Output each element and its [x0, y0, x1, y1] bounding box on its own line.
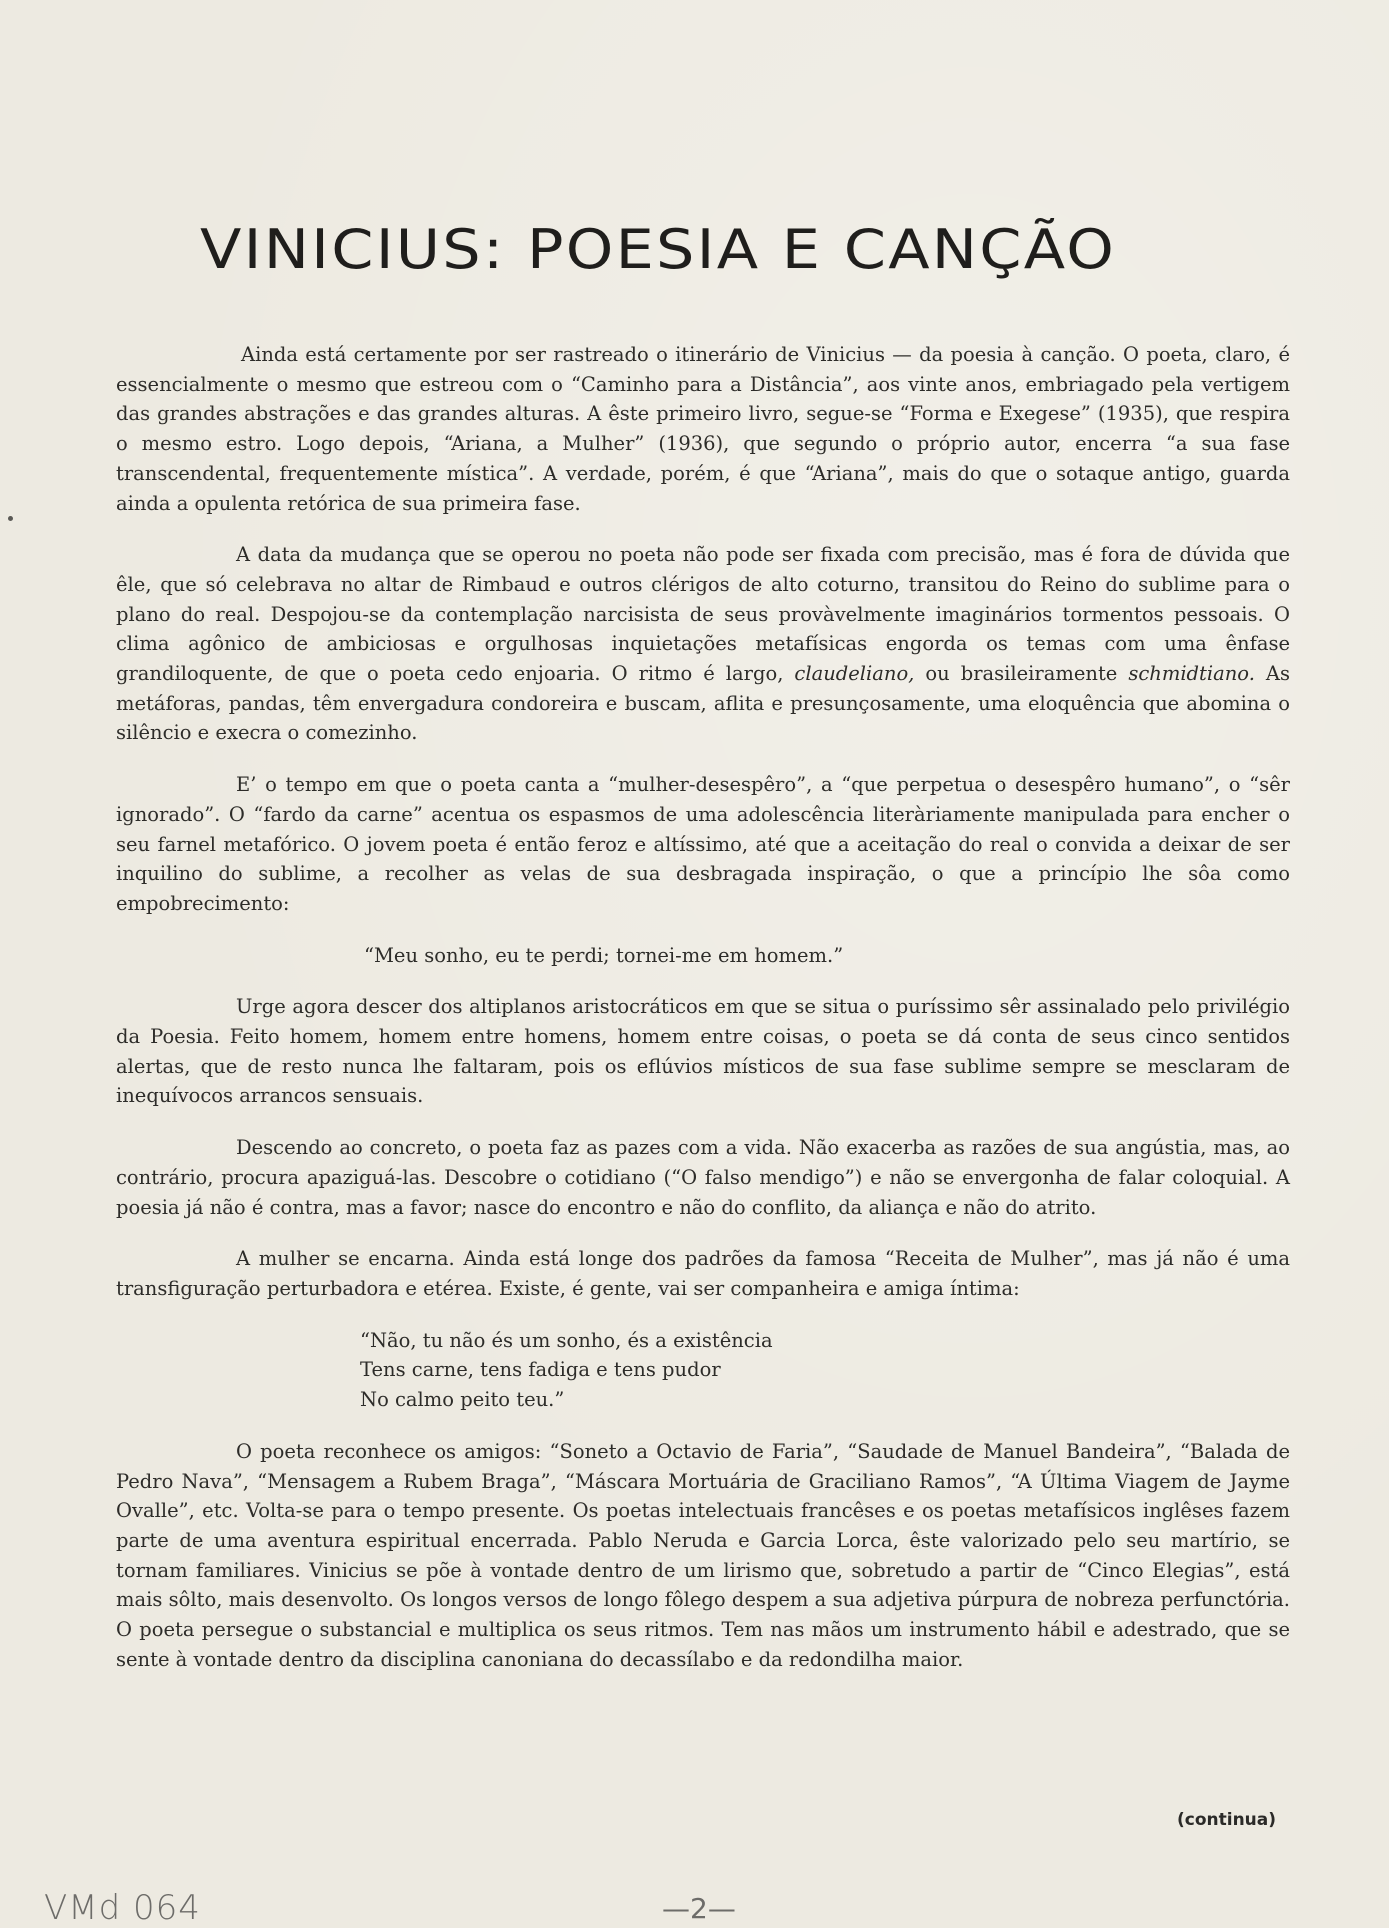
- article-body: [116, 340, 1290, 1696]
- paragraph-3: E’ o tempo em que o poeta canta a “mulher-desespêro”, a “que perpetua o desespêro humano”, o “sêr ignorado”. O “fardo da carne” acentua os espasmos de uma adolescência literàriamente manipulada para encher o seu farnel metafórico. O jovem poeta é então feroz e altíssimo, até que a aceitação do real o convida a deixar de ser inquilino do sublime, a recolher as velas de sua desbragada inspiração, o que a princípio lhe sôa como empobrecimento:: [116, 773, 1290, 915]
- paragraph-2-part-c: As metáforas, pandas, têm envergadura condoreira e buscam, aflita e presunçosamente, uma eloquência que abomina o silêncio e execra o comezinho.: [116, 662, 1291, 745]
- page-number: —2—: [662, 1892, 736, 1925]
- continued-note: (continua): [1177, 1810, 1277, 1830]
- paragraph-6: A mulher se encarna. Ainda está longe dos padrões da famosa “Receita de Mulher”, mas já não é uma transfiguração perturbadora e etérea. Existe, é gente, vai ser companheira e amiga íntima:: [116, 1247, 1290, 1300]
- paragraph-2-italic-2: schmidtiano.: [1128, 662, 1255, 686]
- verse-quote-1: “Meu sonho, eu te perdi; tornei-me em homem.”: [364, 943, 844, 967]
- verse-line-3: No calmo peito teu.”: [360, 1388, 565, 1412]
- paragraph-1: Ainda está certamente por ser rastreado o itinerário de Vinicius — da poesia à canção. O poeta, claro, é essencialmente o mesmo que estreou com o “Caminho para a Distância”, aos vinte anos, embriagado pela vertigem das grandes abstrações e das grandes alturas. A êste primeiro livro, segue-se “Forma e Exegese” (1935), que respira o mesmo estro. Logo depois, “Ariana, a Mulher” (1936), que segundo o próprio autor, encerra “a sua fase transcendental, frequentemente mística”. A verdade, porém, é que “Ariana”, mais do que o sotaque antigo, guarda ainda a opulenta retórica de sua primeira fase.: [116, 343, 1290, 515]
- paragraph-4: Urge agora descer dos altiplanos aristocráticos em que se situa o puríssimo sêr assinalado pelo privilégio da Poesia. Feito homem, homem entre homens, homem entre coisas, o poeta se dá conta de seus cinco sentidos alertas, que de resto nunca lhe faltaram, pois os eflúvios místicos de sua fase sublime sempre se mesclaram de inequívocos arrancos sensuais.: [116, 995, 1290, 1108]
- paragraph-7: O poeta reconhece os amigos: “Soneto a Octavio de Faria”, “Saudade de Manuel Bandeira”, “Balada de Pedro Nava”, “Mensagem a Rubem Braga”, “Máscara Mortuária de Graciliano Ramos”, “A Última Viagem de Jayme Ovalle”, etc. Volta-se para o tempo presente. Os poetas intelectuais francêses e os poetas metafísicos inglêses fazem parte de uma aventura espiritual encerrada. Pablo Neruda e Garcia Lorca, êste valorizado pelo seu martírio, se tornam familiares. Vinicius se põe à vontade dentro de um lirismo que, sobretudo a partir de “Cinco Elegias”, está mais sôlto, mais desenvolto. Os longos versos de longo fôlego despem a sua adjetiva púrpura de nobreza perfunctória. O poeta persegue o substancial e multiplica os seus ritmos. Tem nas mãos um instrumento hábil e adestrado, que se sente à vontade dentro da disciplina canoniana do decassílabo e da redondilha maior.: [116, 1439, 1290, 1671]
- paragraph-2: [116, 540, 1290, 748]
- paragraph-2-part-a: A data da mudança que se operou no poeta não pode ser fixada com precisão, mas é fora de dúvida que êle, que só celebrava no altar de Rimbaud e outros clérigos de alto coturno, transitou do Reino do sublime para o plano do real. Despojou-se da contemplação narcisista de seus provàvelmente imaginários tormentos pessoais. O clima agônico de ambiciosas e orgulhosas inquietações metafísicas engorda os temas com uma ênfase grandiloquente, de que o poeta cedo enjoaria. O ritmo é largo,: [116, 543, 1290, 686]
- verse-quote-2: [116, 1326, 1290, 1415]
- handwritten-archive-code: VMd 064: [44, 1888, 201, 1928]
- margin-speck: [8, 516, 13, 521]
- paragraph-5: Descendo ao concreto, o poeta faz as pazes com a vida. Não exacerba as razões de sua angústia, mas, ao contrário, procura apaziguá-las. Descobre o cotidiano (“O falso mendigo”) e não se envergonha de falar coloquial. A poesia já não é contra, mas a favor; nasce do encontro e não do conflito, da aliança e não do atrito.: [116, 1136, 1290, 1219]
- page-title: VINICIUS: POESIA E CANÇÃO: [200, 218, 1117, 281]
- verse-line-1: “Não, tu não és um sonho, és a existência: [360, 1328, 773, 1352]
- paragraph-2-part-b: ou brasileiramente: [925, 662, 1118, 686]
- verse-line-2: Tens carne, tens fadiga e tens pudor: [360, 1358, 721, 1382]
- paragraph-2-italic-1: claudeliano,: [794, 662, 915, 686]
